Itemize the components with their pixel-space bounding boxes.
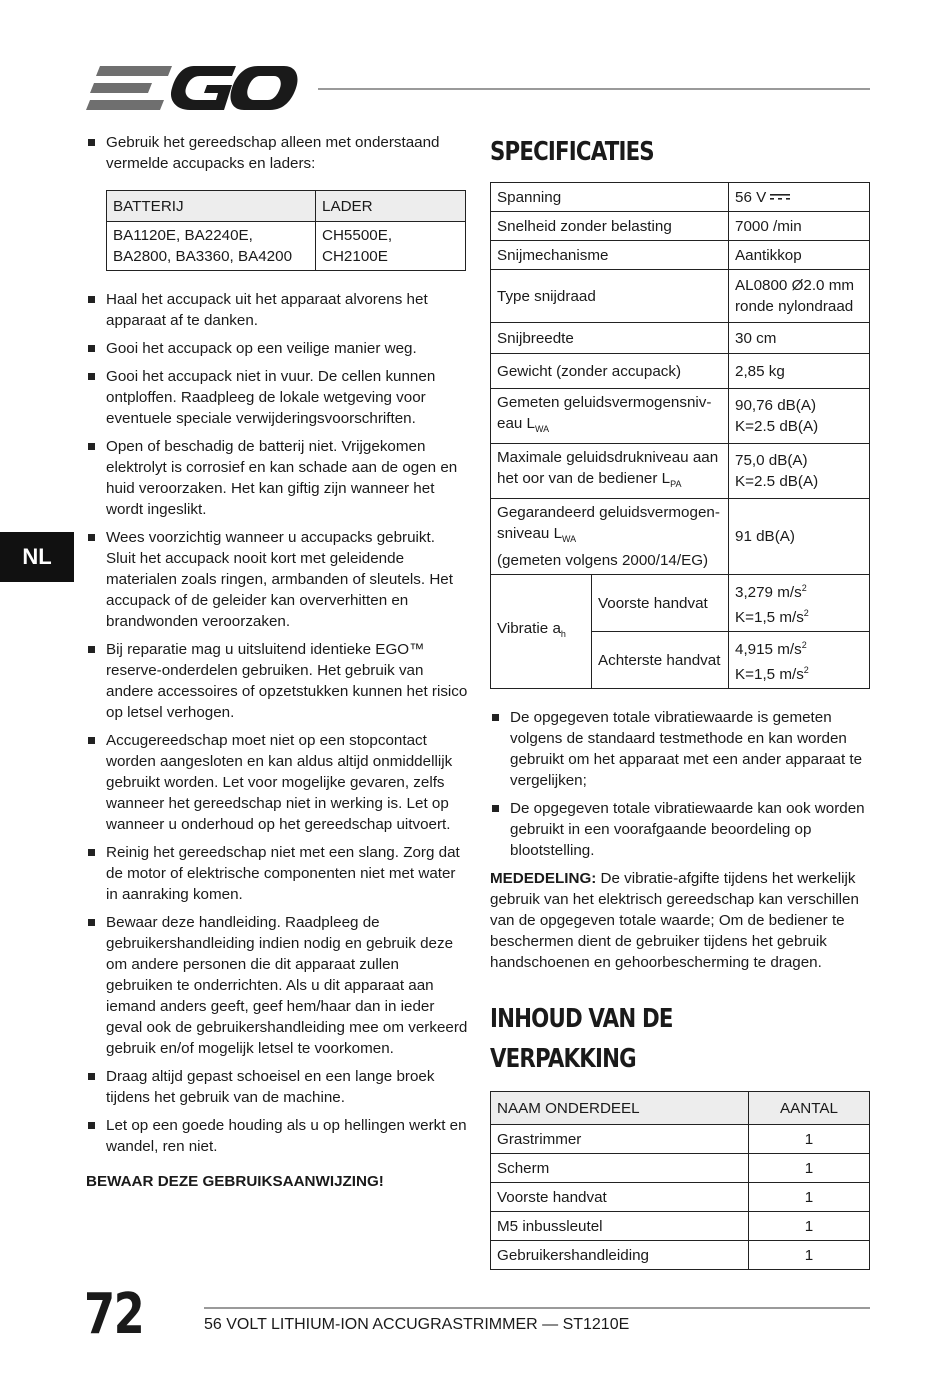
right-column <box>490 132 870 1270</box>
table-row <box>491 389 870 444</box>
specs-title: SPECIFICATIES <box>490 137 654 167</box>
table-cell: BA1120E, BA2240E, BA2800, BA3360, BA4200 <box>107 222 316 271</box>
table-row <box>491 1212 870 1241</box>
spec-value: 4,915 $m/s^2$ K=1,5 $m/s^2$ <box>729 632 870 689</box>
table-row <box>491 1092 870 1125</box>
list-item: Wees voorzichtig wanneer u accupacks gebruikt. Sluit het accupack nooit kort met geleidende materialen zoals ringen, armbanden of sleutels. Het accupack of de geleider kan oververhitten en brandwonden veroorzaken. <box>86 527 468 632</box>
vibration-notes <box>490 707 870 861</box>
table-header: LADER <box>316 191 466 222</box>
list-item: Reinig het gereedschap niet met een slang. Zorg dat de motor of elektrische componenten niet met water in aanraking komen. <box>86 842 468 905</box>
table-cell: Scherm <box>491 1154 749 1183</box>
spec-label: Type snijdraad <box>491 270 729 323</box>
spec-label: Gewicht (zonder accupack) <box>491 354 729 389</box>
list-item: Gooi het accupack niet in vuur. De cellen kunnen ontploffen. Raadpleeg de lokale wetgeving voor eventuele speciale verwijderingsvoorschriften. <box>86 366 468 429</box>
header-divider <box>318 88 870 90</box>
table-row <box>491 212 870 241</box>
table-row <box>491 183 870 212</box>
package-title: INHOUD VAN DE VERPAKKING <box>490 1004 673 1075</box>
spec-value: 91 dB(A) <box>729 499 870 575</box>
table-cell: Voorste handvat <box>491 1183 749 1212</box>
table-header: AANTAL <box>749 1092 870 1125</box>
list-item: Open of beschadig de batterij niet. Vrijgekomen elektrolyt is corrosief en kan schade aan de ogen en huid veroorzaken. Het kan giftig zijn wanneer het wordt ingeslikt. <box>86 436 468 520</box>
table-cell: 1 <box>749 1154 870 1183</box>
table-header: NAAM ONDERDEEL <box>491 1092 749 1125</box>
battery-charger-table <box>106 190 466 271</box>
spec-value: 2,85 kg <box>729 354 870 389</box>
spec-label: Gemeten geluidsvermogensniv-eau $L_{WA}$ <box>491 389 729 444</box>
list-item: Gebruik het gereedschap alleen met onderstaand vermelde accupacks en laders: <box>86 132 468 174</box>
intro-list <box>86 132 468 174</box>
spec-label: Spanning <box>491 183 729 212</box>
list-item: De opgegeven totale vibratiewaarde is gemeten volgens de standaard testmethode en kan worden gebruikt om het apparaat met een ander apparaat te vergelijken; <box>490 707 870 791</box>
spec-value: 7000 /min <box>729 212 870 241</box>
table-row <box>491 354 870 389</box>
table-cell: M5 inbussleutel <box>491 1212 749 1241</box>
list-item: Gooi het accupack op een veilige manier weg. <box>86 338 468 359</box>
table-row <box>491 270 870 323</box>
table-row <box>491 444 870 499</box>
table-row <box>491 241 870 270</box>
table-cell: 1 <box>749 1125 870 1154</box>
list-item: Draag altijd gepast schoeisel en een lange broek tijdens het gebruik van de machine. <box>86 1066 468 1108</box>
list-item: Haal het accupack uit het apparaat alvorens het apparaat af te danken. <box>86 289 468 331</box>
table-cell: CH5500E, CH2100E <box>316 222 466 271</box>
list-item: Let op een goede houding als u op hellingen werkt en wandel, ren niet. <box>86 1115 468 1157</box>
spec-label: Maximale geluidsdrukniveau aan het oor van de bediener $L_{PA}$ <box>491 444 729 499</box>
list-item: Accugereedschap moet niet op een stopcontact worden aangesloten en kan aldus altijd onmiddellijk gebruikt worden. Let voor mogelijke gevaren, zelfs wanneer het gereedschap niet in werking is. Let op wanneer u onderhoud op het gereedschap uitvoert. <box>86 730 468 835</box>
left-column <box>86 132 468 1192</box>
table-header: BATTERIJ <box>107 191 316 222</box>
logo-text: EGO <box>86 49 122 66</box>
footer-divider <box>204 1307 870 1309</box>
closing-statement: BEWAAR DEZE GEBRUIKSAANWIJZING! <box>86 1173 384 1190</box>
spec-value: 3,279 $m/s^2$ K=1,5 $m/s^2$ <box>729 575 870 632</box>
spec-value: 30 cm <box>729 323 870 354</box>
spec-value: 90,76 dB(A) K=2.5 dB(A) <box>729 389 870 444</box>
spec-value: Aantikkop <box>729 241 870 270</box>
spec-label: Snijbreedte <box>491 323 729 354</box>
table-row <box>491 575 870 632</box>
table-row <box>491 1125 870 1154</box>
dc-symbol-icon <box>770 192 790 202</box>
safety-list <box>86 289 468 1157</box>
table-row <box>491 1183 870 1212</box>
table-row <box>491 499 870 575</box>
table-row <box>491 1154 870 1183</box>
table-cell: Gebruikershandleiding <box>491 1241 749 1270</box>
specs-table <box>490 182 870 689</box>
table-cell: 1 <box>749 1241 870 1270</box>
spec-sublabel: Voorste handvat <box>592 575 729 632</box>
spec-sublabel: Achterste handvat <box>592 632 729 689</box>
spec-label: Gegarandeerd geluidsvermogen-sniveau $L_{WA}$ (gemeten volgens 2000/14/EG) <box>491 499 729 575</box>
list-item: Bij reparatie mag u uitsluitend identieke EGO™ reserve-onderdelen gebruiken. Het gebruik van andere accessoires of opzetstukken kunnen het risico op letsel verhogen. <box>86 639 468 723</box>
table-row <box>491 1241 870 1270</box>
spec-label: Snelheid zonder belasting <box>491 212 729 241</box>
language-tab: NL <box>0 532 74 582</box>
package-table <box>490 1091 870 1270</box>
table-cell: 1 <box>749 1183 870 1212</box>
list-item: De opgegeven totale vibratiewaarde kan ook worden gebruikt in een voorafgaande beoordeling op blootstelling. <box>490 798 870 861</box>
footer-title: 56 VOLT LITHIUM-ION ACCUGRASTRIMMER — ST1210E <box>204 1316 630 1333</box>
table-cell: 1 <box>749 1212 870 1241</box>
spec-value: 56 V <box>729 183 870 212</box>
spec-value: 75,0 dB(A) K=2.5 dB(A) <box>729 444 870 499</box>
notice-paragraph: MEDEDELING: De vibratie-afgifte tijdens het werkelijk gebruik van het elektrisch gereedschap kan verschillen van de opgegeven totale waarde; Om de bediener te beschermen dient de gebruiker tijdens het gebruik handschoenen en gehoorbescherming te dragen. <box>490 870 859 972</box>
list-item: Bewaar deze handleiding. Raadpleeg de gebruikershandleiding indien nodig en gebruik deze om andere personen die dit apparaat zullen gebruiken te onderrichten. Als u dit apparaat aan iemand anders geeft, geef hem/haar dan in ieder geval ook de gebruikershandleiding mee om verkeerd gebruik en/of mogelijk letsel te voorkomen. <box>86 912 468 1059</box>
page-number: 72 <box>84 1282 144 1347</box>
spec-label: Vibratie $a_h$ <box>491 575 592 689</box>
table-row <box>491 323 870 354</box>
table-cell: Grastrimmer <box>491 1125 749 1154</box>
ego-logo <box>86 49 298 114</box>
spec-label: Snijmechanisme <box>491 241 729 270</box>
spec-value: AL0800 Ø2.0 mm ronde nylondraad <box>729 270 870 323</box>
